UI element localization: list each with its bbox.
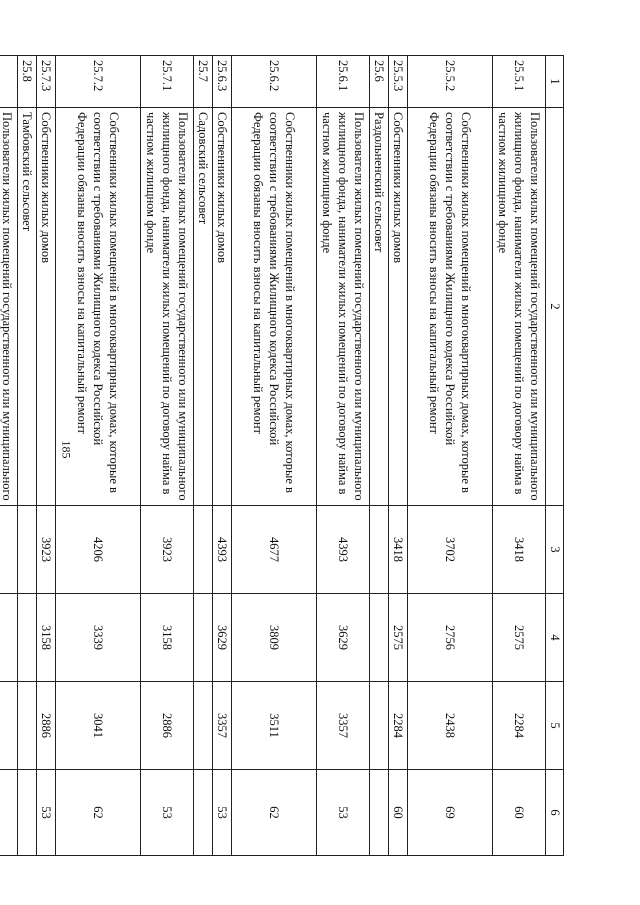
row-value-col4 [18,594,37,682]
table-row [141,56,194,856]
row-description: Пользователи жилых помещений государственного или муниципального жилищного фонда, наниматели жилых помещений по договору найма в частном жилищном фонде [493,108,546,506]
table-row [493,56,546,856]
row-value-col6 [0,770,18,856]
row-value-col5: 2886 [141,682,194,770]
row-value-col4 [0,594,18,682]
row-value-col4: 2575 [493,594,546,682]
row-description: Собственники жилых помещений в многоквартирных домах, которые в соответствии с требованиями Жилищного кодекса Российской Федерации обязаны вносить взносы на капитальный ремонт [56,108,141,506]
row-value-col4: 3158 [37,594,56,682]
table-row [317,56,370,856]
header-cell-4: 4 [546,594,564,682]
table-row [213,56,232,856]
table-row [232,56,317,856]
row-value-col4: 2575 [389,594,408,682]
row-value-col5 [0,682,18,770]
row-code: 25.6.3 [213,56,232,108]
table-row [18,56,37,856]
row-description: Собственники жилых домов [37,108,56,506]
row-code: 25.6.1 [317,56,370,108]
row-value-col3: 4677 [232,506,317,594]
row-code [0,56,18,108]
table-row [370,56,389,856]
header-cell-3: 3 [546,506,564,594]
row-description: Собственники жилых помещений в многоквартирных домах, которые в соответствии с требованиями Жилищного кодекса Российской Федерации обязаны вносить взносы на капитальный ремонт [232,108,317,506]
row-value-col5 [370,682,389,770]
row-code: 25.7.3 [37,56,56,108]
row-value-col5: 3357 [317,682,370,770]
row-code: 25.7.2 [56,56,141,108]
row-value-col3: 3923 [37,506,56,594]
header-cell-6: 6 [546,770,564,856]
row-description: Собственники жилых помещений в многоквартирных домах, которые в соответствии с требованиями Жилищного кодекса Российской Федерации обязаны вносить взносы на капитальный ремонт [408,108,493,506]
row-value-col3 [18,506,37,594]
row-value-col6 [194,770,213,856]
table-row [408,56,493,856]
row-value-col3: 3702 [408,506,493,594]
row-description: Собственники жилых домов [389,108,408,506]
row-value-col4 [370,594,389,682]
page-number: 185 [59,440,74,459]
row-value-col3 [194,506,213,594]
row-value-col5: 3357 [213,682,232,770]
row-value-col6: 60 [493,770,546,856]
row-code: 25.6.2 [232,56,317,108]
row-value-col6: 53 [141,770,194,856]
row-value-col5: 2284 [493,682,546,770]
row-value-col6: 60 [389,770,408,856]
row-description: Пользователи жилых помещений государственного или муниципального жилищного фонда, наниматели жилых помещений по договору найма в частном жилищном фонде [141,108,194,506]
row-value-col5: 3511 [232,682,317,770]
row-code: 25.5.3 [389,56,408,108]
table-row [56,56,141,856]
header-cell-5: 5 [546,682,564,770]
row-value-col3: 3418 [389,506,408,594]
row-value-col3 [0,506,18,594]
row-description: Тамбовский сельсовет [18,108,37,506]
row-description: Пользователи жилых помещений государственного или муниципального [0,108,18,506]
row-code: 25.5.1 [493,56,546,108]
header-cell-1: 1 [546,56,564,108]
row-value-col4: 3158 [141,594,194,682]
row-value-col6: 62 [232,770,317,856]
row-value-col3: 4393 [317,506,370,594]
row-code: 25.7 [194,56,213,108]
row-value-col3: 3923 [141,506,194,594]
row-value-col5: 2284 [389,682,408,770]
row-value-col6: 62 [56,770,141,856]
row-description: Пользователи жилых помещений государственного или муниципального жилищного фонда, наниматели жилых помещений по договору найма в частном жилищном фонде [317,108,370,506]
row-value-col6: 69 [408,770,493,856]
row-value-col6 [370,770,389,856]
row-code: 25.8 [18,56,37,108]
row-value-col5: 2438 [408,682,493,770]
table-row [389,56,408,856]
row-value-col4 [194,594,213,682]
table-body [0,56,546,856]
table-row [0,56,18,856]
header-cell-2: 2 [546,108,564,506]
row-value-col4: 3339 [56,594,141,682]
table-row [194,56,213,856]
table-row [37,56,56,856]
row-value-col4: 3809 [232,594,317,682]
row-value-col5: 2886 [37,682,56,770]
row-description: Садовский сельсовет [194,108,213,506]
row-value-col3: 4393 [213,506,232,594]
row-value-col4: 3629 [317,594,370,682]
row-code: 25.7.1 [141,56,194,108]
row-value-col6 [18,770,37,856]
row-code: 25.5.2 [408,56,493,108]
row-value-col5 [18,682,37,770]
row-value-col4: 3629 [213,594,232,682]
row-value-col5: 3041 [56,682,141,770]
row-value-col4: 2756 [408,594,493,682]
tariff-table [0,55,564,856]
row-description: Собственники жилых домов [213,108,232,506]
row-value-col3: 3418 [493,506,546,594]
row-value-col3 [370,506,389,594]
row-value-col5 [194,682,213,770]
row-code: 25.6 [370,56,389,108]
row-description: Раздольненский сельсовет [370,108,389,506]
row-value-col3: 4206 [56,506,141,594]
row-value-col6: 53 [213,770,232,856]
table-header-row [546,56,564,856]
row-value-col6: 53 [317,770,370,856]
row-value-col6: 53 [37,770,56,856]
